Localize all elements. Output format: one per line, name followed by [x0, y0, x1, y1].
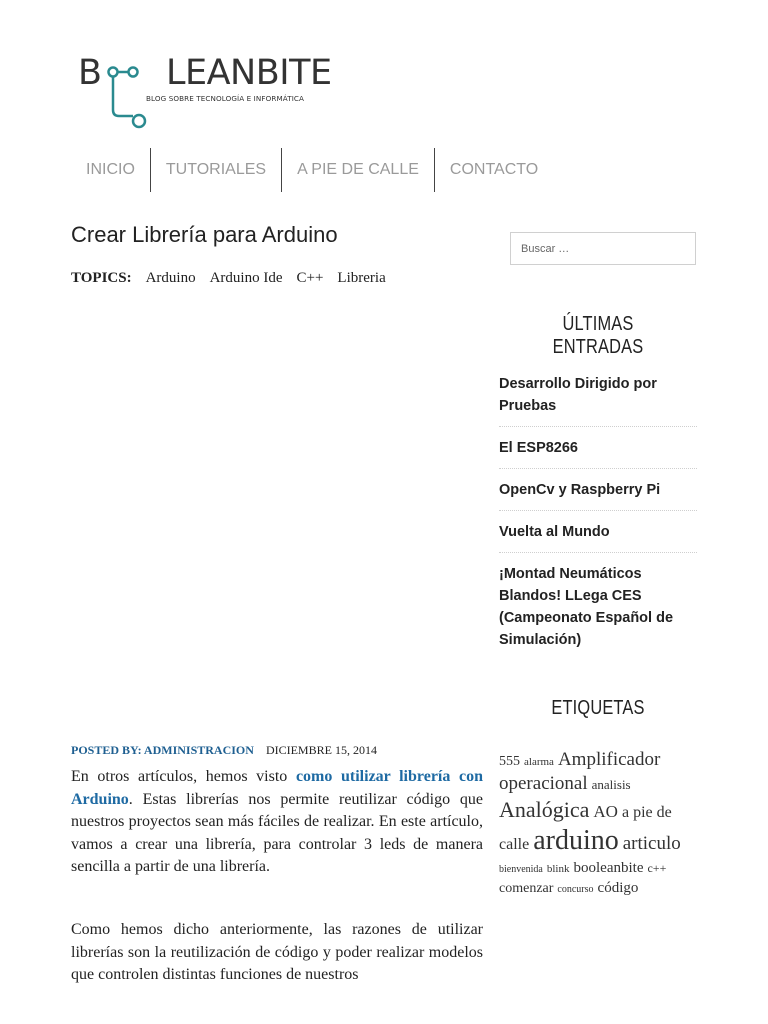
- tag-link[interactable]: a pie de calle: [499, 803, 672, 853]
- logo-wordmark: LEANBITE: [166, 53, 332, 93]
- search-input[interactable]: [510, 232, 696, 265]
- topic-link[interactable]: Libreria: [337, 270, 386, 286]
- tags-title: ETIQUETAS: [551, 697, 645, 719]
- recent-posts-list: [499, 373, 697, 670]
- nav-a-pie-de-calle[interactable]: A PIE DE CALLE: [281, 148, 434, 192]
- topic-link[interactable]: C++: [296, 270, 324, 286]
- post-author-link[interactable]: POSTED BY: ADMINISTRACION: [71, 743, 254, 757]
- post-title: Crear Librería para Arduino: [71, 222, 338, 247]
- recent-post-link[interactable]: OpenCv y Raspberry Pi: [499, 479, 697, 511]
- tag-link[interactable]: concurso: [557, 884, 594, 895]
- tag-link[interactable]: arduino: [533, 825, 619, 856]
- recent-post-link[interactable]: ¡Montad Neumáticos Blandos! LLega CES (Campeonato Español de Simulación): [499, 566, 674, 648]
- nav-tutoriales[interactable]: TUTORIALES: [150, 148, 281, 192]
- post-date: DICIEMBRE 15, 2014: [265, 743, 377, 757]
- tag-link[interactable]: booleanbite: [573, 860, 644, 876]
- site-logo[interactable]: [76, 52, 332, 132]
- tag-link[interactable]: comenzar: [499, 881, 554, 896]
- recent-post-link[interactable]: El ESP8266: [499, 437, 697, 469]
- tag-link[interactable]: código: [597, 880, 639, 896]
- recent-post-link[interactable]: Desarrollo Dirigido por Pruebas: [499, 373, 697, 427]
- paragraph-text: . Estas librerías nos permite reutilizar código que nuestros proyectos sean más fáciles de realizar. En este artículo, vamos a crear una librería, para controlar 3 leds de manera sencilla a partir de una librería.: [71, 790, 483, 875]
- recent-posts-title: ÚLTIMAS ENTRADAS: [552, 313, 644, 358]
- tag-link[interactable]: c++: [647, 861, 667, 875]
- tag-link[interactable]: Analógica: [499, 796, 590, 822]
- tag-link[interactable]: analisis: [591, 776, 631, 792]
- logo-letter: B: [78, 53, 103, 93]
- topic-link[interactable]: Arduino: [145, 270, 196, 286]
- post-paragraph: Como hemos dicho anteriormente, las razones de utilizar librerías son la reutilización de código y poder realizar modelos que controlen distintas funciones de nuestros: [71, 921, 483, 983]
- tag-link[interactable]: bienvenida: [499, 864, 543, 875]
- recent-post-link[interactable]: Vuelta al Mundo: [499, 521, 697, 553]
- topics-label: TOPICS:: [71, 270, 132, 286]
- topic-link[interactable]: Arduino Ide: [209, 270, 283, 286]
- tag-link[interactable]: alarma: [524, 756, 554, 768]
- post-paragraph: [71, 766, 483, 879]
- post-topics: [71, 270, 386, 287]
- post-meta: [71, 743, 377, 758]
- tag-cloud: [499, 748, 697, 898]
- tag-link[interactable]: articulo: [622, 833, 681, 854]
- nav-contacto[interactable]: CONTACTO: [434, 148, 553, 192]
- tag-link[interactable]: 555: [499, 754, 520, 769]
- logo-tagline: BLOG SOBRE TECNOLOGÍA E INFORMÁTICA: [146, 94, 305, 103]
- nav-inicio[interactable]: INICIO: [86, 161, 135, 178]
- article-inline-link[interactable]: como utilizar librería con Arduino: [71, 768, 483, 808]
- tag-link[interactable]: blink: [546, 863, 570, 875]
- tag-link[interactable]: AO: [593, 801, 618, 821]
- tag-link[interactable]: Amplificador operacional: [499, 749, 661, 794]
- paragraph-text: En otros artículos, hemos visto: [71, 768, 296, 785]
- main-nav: [71, 148, 553, 192]
